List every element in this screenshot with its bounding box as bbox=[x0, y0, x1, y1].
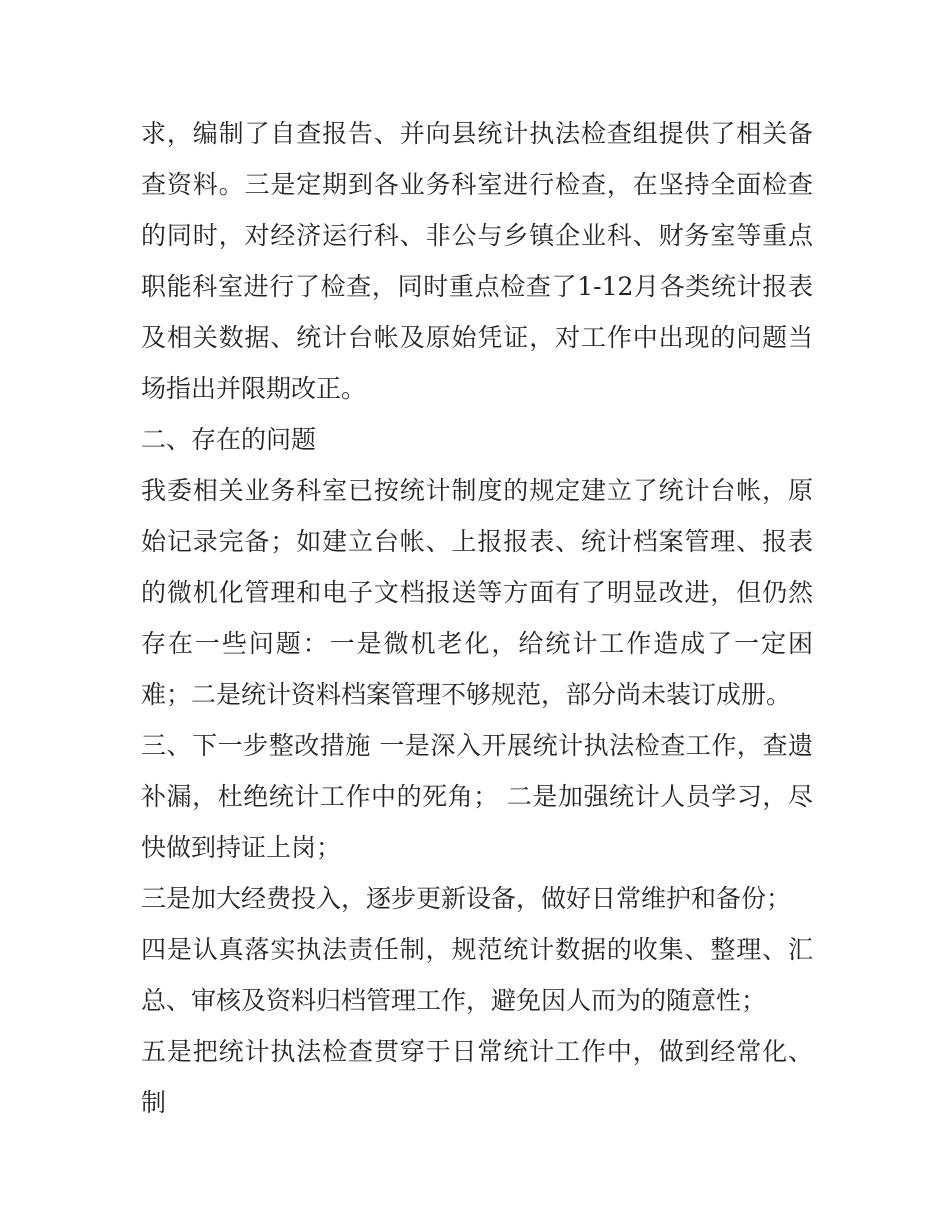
paragraph-next-steps: 三、下一步整改措施 一是深入开展统计执法检查工作，查遗补漏，杜绝统计工作中的死角； 二是加强统计人员学习，尽快做到持证上岗； bbox=[141, 731, 813, 862]
paragraph-measure-four: 四是认真落实执法责任制，规范统计数据的收集、整理、汇总、审核及资料归档管理工作，避免因人而为的随意性； bbox=[141, 935, 813, 1015]
section-heading-existing-problems: 二、存在的问题 bbox=[141, 425, 317, 454]
paragraph-existing-problems: 我委相关业务科室已按统计制度的规定建立了统计台帐，原始记录完备；如建立台帐、上报报表、统计档案管理、报表的微机化管理和电子文档报送等方面有了明显改进，但仍然存在一些问题：一是微机老化，给统计工作造成了一定困难；二是统计资料档案管理不够规范，部分尚未装订成册。 bbox=[141, 476, 813, 709]
document-body bbox=[141, 108, 813, 1128]
paragraph-self-inspection-continued: 求，编制了自查报告、并向县统计执法检查组提供了相关备查资料。三是定期到各业务科室进行检查，在坚持全面检查的同时，对经济运行科、非公与乡镇企业科、财务室等重点职能科室进行了检查，同时重点检查了1-12月各类统计报表及相关数据、统计台帐及原始凭证，对工作中出现的问题当场指出并限期改正。 bbox=[141, 119, 813, 403]
paragraph-measure-three: 三是加大经费投入，逐步更新设备，做好日常维护和备份； bbox=[141, 884, 792, 913]
paragraph-measure-five: 五是把统计执法检查贯穿于日常统计工作中，做到经常化、制 bbox=[141, 1037, 813, 1117]
